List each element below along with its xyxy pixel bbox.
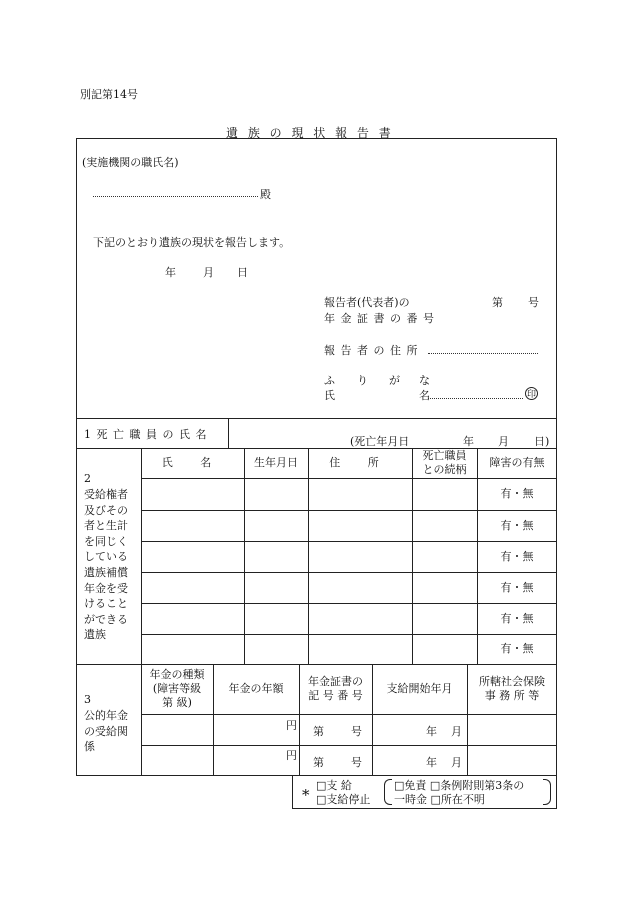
addressee-field[interactable] [93, 196, 258, 197]
start-year: 年 [426, 725, 437, 738]
cert-go: 号 [351, 725, 362, 738]
header-name: 氏 名 [161, 456, 224, 469]
name-char-1: 氏 [324, 389, 335, 402]
reporter-name-field[interactable] [428, 398, 523, 399]
start-month: 月 [451, 756, 462, 769]
header-birthdate: 生年月日 [254, 456, 298, 469]
cert-dai: 第 [313, 756, 324, 769]
office-use-right: □免責 □条例附則第3条の 一時金 □所在不明 [394, 779, 525, 806]
cert-no-prefix: 第 [492, 296, 503, 309]
death-year: 年 [463, 435, 474, 448]
header-office: 所轄社会保険 事 務 所 等 [479, 675, 545, 702]
death-date-label: (死亡年月日 [350, 435, 410, 448]
date-month: 月 [203, 266, 214, 279]
section3-num: 3 [84, 693, 91, 706]
death-day: 日) [534, 435, 550, 448]
cert-no-suffix: 号 [528, 296, 539, 309]
start-year: 年 [426, 756, 437, 769]
yen-unit: 円 [286, 719, 297, 732]
yen-unit: 円 [286, 749, 297, 762]
form-number: 別記第14号 [80, 88, 138, 101]
date-year: 年 [165, 266, 176, 279]
reporter-address-label: 報 告 者 の 住 所 [324, 344, 419, 357]
name-char-2: 名 [419, 389, 430, 402]
header-cert-number: 年金証書の 記 号 番 号 [308, 675, 363, 702]
reporter-cert-label-2: 年 金 証 書 の 番 号 [324, 312, 435, 325]
addressee-honorific: 殿 [260, 188, 271, 201]
furigana-char-2: り [357, 374, 368, 387]
seal-mark: 印 [525, 387, 538, 400]
furigana-char-3: が [389, 374, 400, 387]
office-use-asterisk: * [302, 786, 310, 804]
disability-choice[interactable]: 有・無 [500, 487, 534, 500]
date-day: 日 [237, 266, 248, 279]
reporter-cert-label-1: 報告者(代表者)の [324, 296, 410, 309]
section2-label: 受給権者 及びその 者と生計 を同じく している 遺族補償 年金を受 けること ができる 遺族 [84, 488, 128, 642]
header-address: 住 所 [329, 456, 391, 469]
disability-choice[interactable]: 有・無 [500, 549, 534, 563]
cert-go: 号 [351, 756, 362, 769]
disability-choice[interactable]: 有・無 [500, 518, 534, 532]
disability-choice[interactable]: 有・無 [500, 611, 534, 625]
cert-dai: 第 [313, 725, 324, 738]
death-month: 月 [498, 435, 509, 448]
intro-text: 下記のとおり遺族の現状を報告します。 [93, 236, 291, 249]
section2-num: 2 [84, 472, 91, 485]
header-start-date: 支給開始年月 [386, 682, 453, 695]
header-pension-amount: 年金の年額 [228, 682, 284, 695]
office-use-left: □支 給 □支給停止 [316, 779, 371, 806]
section1-label: 1 死 亡 職 員 の 氏 名 [84, 428, 208, 441]
bracket-left [384, 779, 392, 805]
section3-label: 公的年金 の受給関 係 [84, 709, 128, 754]
start-month: 月 [451, 725, 462, 738]
header-pension-type: 年金の種類 (障害等級 第 級) [149, 668, 205, 709]
disability-choice[interactable]: 有・無 [500, 642, 534, 655]
reporter-address-field[interactable] [428, 353, 538, 354]
furigana-char-1: ふ [324, 374, 335, 387]
bracket-right [543, 779, 551, 805]
page-title: 遺 族 の 現 状 報 告 書 [226, 126, 394, 140]
header-relationship: 死亡職員 との続柄 [422, 449, 467, 476]
header-disability: 障害の有無 [489, 456, 545, 469]
addressee-label: (実施機関の職氏名) [82, 156, 179, 169]
disability-choice[interactable]: 有・無 [500, 580, 534, 594]
furigana-char-4: な [419, 374, 430, 387]
